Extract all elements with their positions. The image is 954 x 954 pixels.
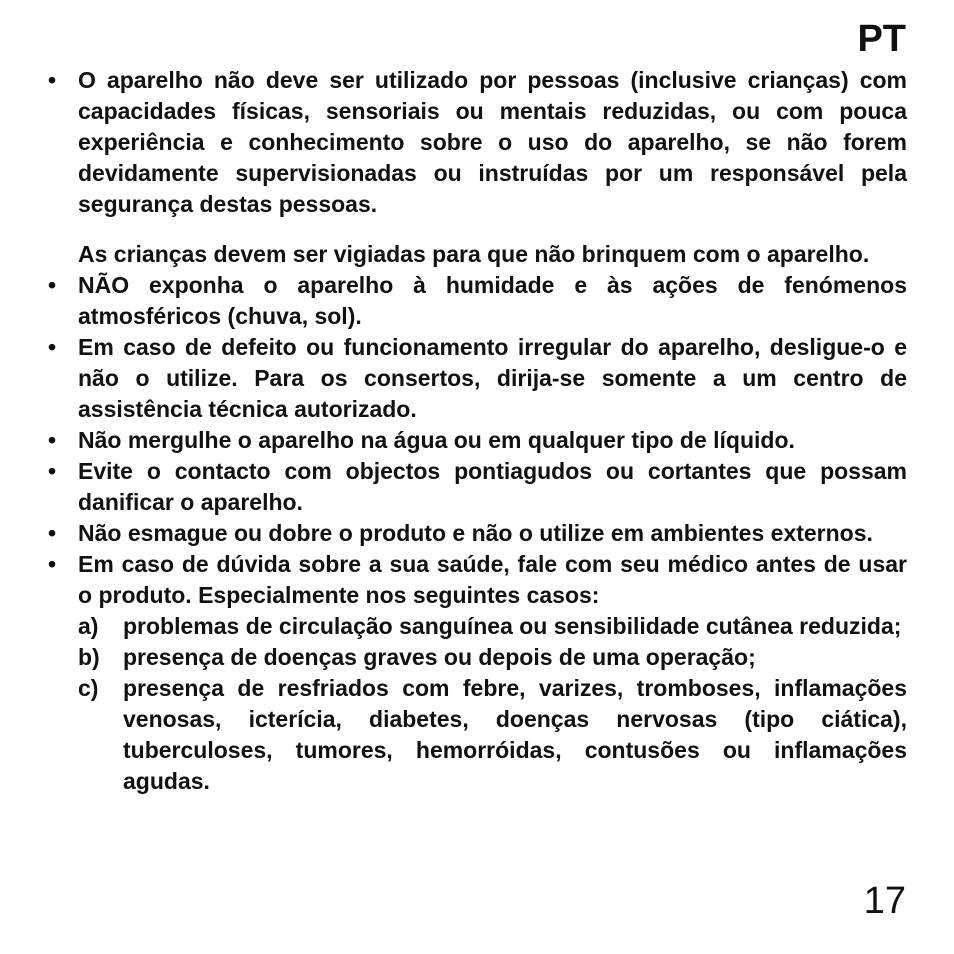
bullet: •	[48, 272, 57, 298]
sub-list-item	[48, 611, 907, 642]
bullet: •	[48, 551, 57, 577]
language-code: PT	[857, 18, 906, 60]
sub-list-text: presença de resfriados com febre, varizes, tromboses, inflamações venosas, icterícia, diabetes, doenças nervosas (tipo ciática), tuberculoses, tumores, hemorróidas, contusões ou inflamações agudas.	[123, 675, 907, 794]
list-item	[48, 65, 907, 220]
bullet: •	[48, 67, 57, 93]
sub-list-item	[48, 642, 907, 673]
list-item-text: Não esmague ou dobre o produto e não o utilize em ambientes externos.	[78, 520, 873, 546]
list-item	[48, 425, 907, 456]
sub-list-text: presença de doenças graves ou depois de uma operação;	[123, 644, 756, 670]
sub-list-label: b)	[78, 644, 100, 670]
list-item	[48, 518, 907, 549]
note-paragraph: As crianças devem ser vigiadas para que não brinquem com o aparelho.	[78, 241, 870, 267]
sub-list-label: c)	[78, 675, 99, 701]
list-item-text: NÃO exponha o aparelho à humidade e às ações de fenómenos atmosféricos (chuva, sol).	[78, 272, 907, 329]
list-item	[48, 549, 907, 611]
bullet: •	[48, 520, 57, 546]
bullet: •	[48, 334, 57, 360]
bullet: •	[48, 427, 57, 453]
list-item-text: Evite o contacto com objectos pontiagudos ou cortantes que possam danificar o aparelho.	[78, 458, 907, 515]
instructions-list	[48, 65, 907, 797]
sub-list-item	[48, 673, 907, 797]
list-item	[48, 456, 907, 518]
page-number: 17	[863, 880, 906, 922]
sub-list-text: problemas de circulação sanguínea ou sensibilidade cutânea reduzida;	[123, 613, 902, 639]
list-item-text: Em caso de defeito ou funcionamento irregular do aparelho, desligue-o e não o utilize. Para os consertos, dirija-se somente a um centro de assistência técnica autorizado.	[78, 334, 907, 422]
sub-list-label: a)	[78, 613, 99, 639]
list-item-text: Em caso de dúvida sobre a sua saúde, fale com seu médico antes de usar o produto. Especialmente nos seguintes casos:	[78, 551, 907, 608]
list-item	[48, 270, 907, 332]
list-item	[48, 332, 907, 425]
list-item-text: O aparelho não deve ser utilizado por pessoas (inclusive crianças) com capacidades físicas, sensoriais ou mentais reduzidas, ou com pouca experiência e conhecimento sobre o uso do aparelho, se não forem devidamente supervisionadas ou instruídas por um responsável pela segurança destas pessoas.	[78, 67, 907, 217]
bullet: •	[48, 458, 57, 484]
list-item-text: Não mergulhe o aparelho na água ou em qualquer tipo de líquido.	[78, 427, 795, 453]
